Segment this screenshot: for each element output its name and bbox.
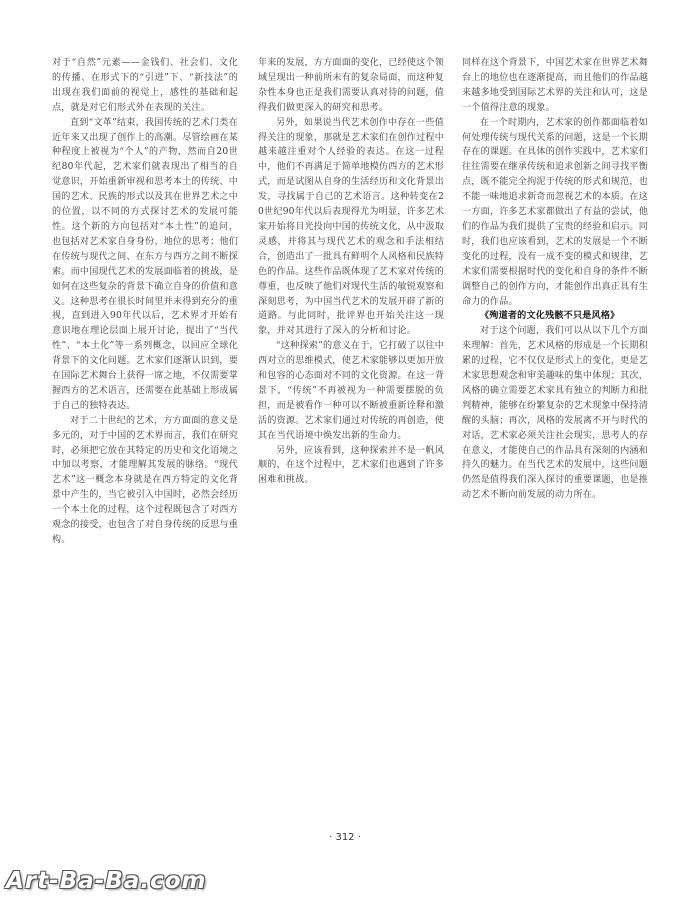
column-1-paragraph-2: 直到“文革”结束，我国传统的艺术门类在近年来又出现了创作上的高潮。尽管绘画在某种程度上被视为“个人”的产物，然而自20世纪80年代起，艺术家们就表现出了相当的自觉意识，开始重新审视和思考本土的传统、中国的艺术、民族的形式以及其在世界艺术之中的位置，以不同的方式探讨艺术的发展可能性。这个新的方向包括对“本土性”的追问，也包括对艺术家自身身份、地位的思考；他们在传统与现代之间、在东方与西方之间不断探索。而中国现代艺术的发展面临着的挑战，是如何在这些复杂的背景下确立自身的价值和意义。这种思考在很长时间里并未得到充分的重视，直到进入90年代以后，艺术界才开始有意识地在理论层面上展开讨论，提出了“当代性”、“本土化”等一系列概念，以回应全球化背景下的文化问题。艺术家们逐渐认识到，要在国际艺术舞台上获得一席之地，不仅需要掌握西方的艺术语言，还需要在此基础上形成属于自己的独特表达。 — [52, 117, 238, 411]
column-2-paragraph-1: 年来的发展，方方面面的变化，已经使这个领域呈现出一种前所未有的复杂局面，而这种复杂性本身也正是我们需要认真对待的问题，值得我们做更深入的研究和思考。 — [258, 58, 444, 113]
column-2-paragraph-2: 另外，如果说当代艺术创作中存在一些值得关注的现象，那就是艺术家们在创作过程中越来越注重对个人经验的表达。在这一过程中，他们不再满足于简单地模仿西方的艺术形式，而是试图从自身的生活经历和文化背景出发，寻找属于自己的艺术语言。这种转变在20世纪90年代以后表现得尤为明显，许多艺术家开始将目光投向中国的传统文化，从中汲取灵感，并将其与现代艺术的观念和手法相结合，创造出了一批具有鲜明个人风格和民族特色的作品。这些作品既体现了艺术家对传统的尊重，也反映了他们对现代生活的敏锐观察和深刻思考，为中国当代艺术的发展开辟了新的道路。与此同时，批评界也开始关注这一现象，并对其进行了深入的分析和讨论。 — [258, 117, 444, 337]
text-column-1 — [52, 56, 238, 548]
column-2-paragraph-4: 另外，应该看到，这种探索并不是一帆风顺的，在这个过程中，艺术家们也遇到了许多困难和挑战。 — [258, 445, 444, 486]
column-3-paragraph-4: 对于这个问题，我们可以从以下几个方面来理解：首先，艺术风格的形成是一个长期积累的过程，它不仅仅是形式上的变化，更是艺术家思想观念和审美趣味的集中体现；其次，风格的确立需要艺术家具有独立的判断力和批判精神，能够在纷繁复杂的艺术现象中保持清醒的头脑；再次，风格的发展离不开与时代的对话，艺术家必须关注社会现实，思考人的存在意义，才能使自己的作品具有深刻的内涵和持久的魅力。在当代艺术的发展中，这些问题仍然是值得我们深入探讨的重要课题，也是推动艺术不断向前发展的动力所在。 — [462, 326, 648, 501]
column-3-paragraph-2: 在一个时期内，艺术家的创作都面临着如何处理传统与现代关系的问题，这是一个长期存在的课题。在具体的创作实践中，艺术家们往往需要在继承传统和追求创新之间寻找平衡点，既不能完全拘泥于传统的形式和规范，也不能一味地追求新奇而忽视艺术的本质。在这一方面，许多艺术家都做出了有益的尝试，他们的作品为我们提供了宝贵的经验和启示。同时，我们也应该看到，艺术的发展是一个不断变化的过程，没有一成不变的模式和规律，艺术家们需要根据时代的变化和自身的条件不断调整自己的创作方向，才能创作出真正具有生命力的作品。 — [462, 117, 648, 307]
column-2-paragraph-3: “这种探索”的意义在于，它打破了以往中西对立的思维模式，使艺术家能够以更加开放和包容的心态面对不同的文化资源。在这一背景下，“传统”不再被视为一种需要摆脱的负担，而是被看作一种可以不断被重新诠释和激活的资源。艺术家们通过对传统的再创造，使其在当代语境中焕发出新的生命力。 — [258, 341, 444, 441]
text-column-2 — [258, 56, 444, 488]
text-column-3 — [462, 56, 648, 503]
column-1-paragraph-3: 对于二十世纪的艺术，方方面面的意义是多元的，对于中国的艺术界而言，我们在研究时，必须把它放在其特定的历史和文化语境之中加以考察，才能理解其发展的脉络。“现代艺术”这一概念本身就是在西方特定的文化背景中产生的，当它被引入中国时，必然会经历一个本土化的过程，这个过程既包含了对西方观念的接受，也包含了对自身传统的反思与重构。 — [52, 415, 238, 545]
column-3-paragraph-1: 同样在这个背景下，中国艺术家在世界艺术舞台上的地位也在逐渐提高，而且他们的作品越来越多地受到国际艺术界的关注和认可，这是一个值得注意的现象。 — [462, 58, 648, 113]
watermark-logo: Art-Ba-Ba.com — [6, 868, 207, 894]
column-1-paragraph-1: 对于“自然”元素——金钱们、社会们、文化的传播、在形式下的“引进”下、“新技法”的出现在我们面前的视觉上，感性的基础和起点，就是对它们形式外在表现的关注。 — [52, 58, 238, 113]
page-number: · 312 · — [329, 832, 361, 843]
section-heading: 《殉道者的文化残骸不只是风格》 — [480, 310, 620, 322]
